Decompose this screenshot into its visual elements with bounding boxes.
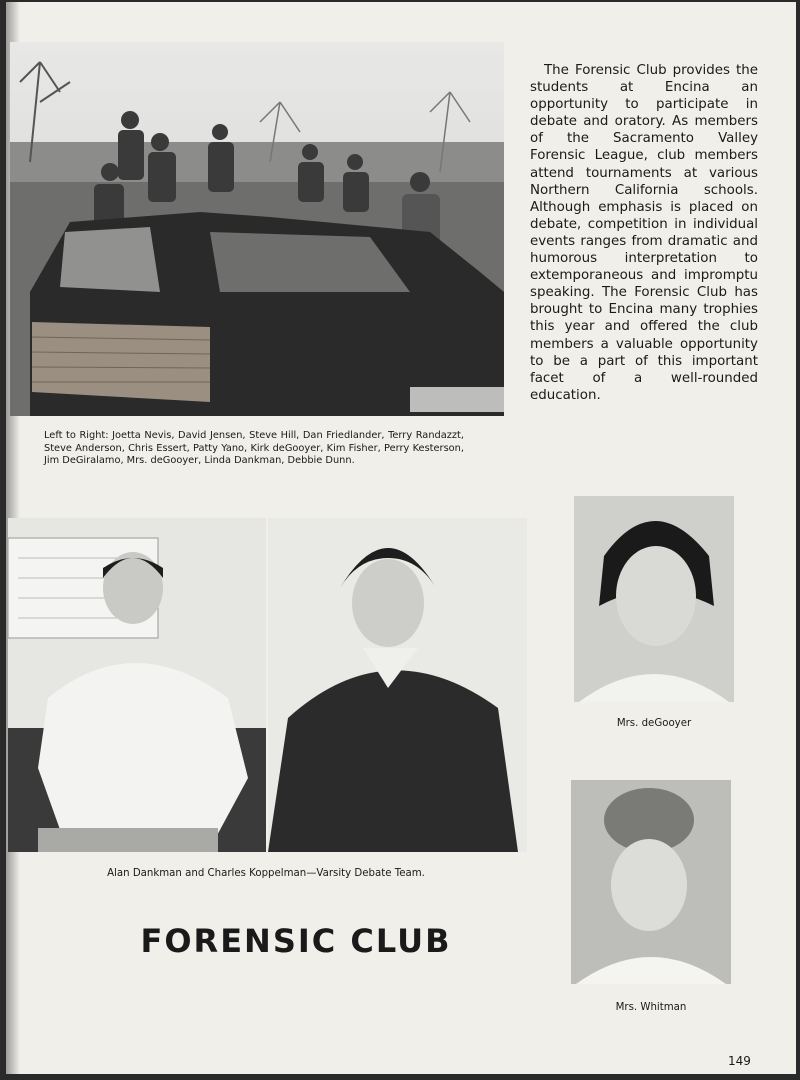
yearbook-page — [6, 2, 796, 1074]
group-photo-caption: Left to Right: Joetta Nevis, David Jensen, Steve Hill, Dan Friedlander, Terry Randazzt, Steve Anderson, Chris Essert, Patty Yano, Kirk deGooyer, Kim Fisher, Perry Kesterson, Jim DeGiralamo, Mrs. deGooyer, Linda Dankman, Debbie Dunn. — [44, 430, 464, 467]
advisor-caption-degooyer: Mrs. deGooyer — [616, 718, 692, 729]
advisor-portrait-degooyer — [574, 496, 734, 702]
advisor-portrait-whitman — [571, 780, 731, 984]
section-title: FORENSIC CLUB — [140, 922, 452, 960]
debate-team-caption: Alan Dankman and Charles Koppelman—Varsity Debate Team. — [107, 868, 425, 879]
debater-photo-right — [268, 518, 527, 852]
debater-photo-left — [8, 518, 266, 852]
page-number: 149 — [728, 1054, 751, 1068]
group-photo — [10, 42, 504, 416]
advisor-caption-whitman: Mrs. Whitman — [615, 1002, 687, 1013]
intro-paragraph: The Forensic Club provides the students at Encina an opportunity to participate in debate and oratory. As members of the Sacramento Valley Forensic League, club members attend tournaments at various Northern California schools. Although emphasis is placed on debate, competition in individual events ranges from dramatic and humorous interpretation to extemporaneous and impromptu speaking. The Forensic Club has brought to Encina many trophies this year and offered the club members a valuable opportunity to be a part of this important facet of a well-rounded education. — [530, 63, 758, 403]
